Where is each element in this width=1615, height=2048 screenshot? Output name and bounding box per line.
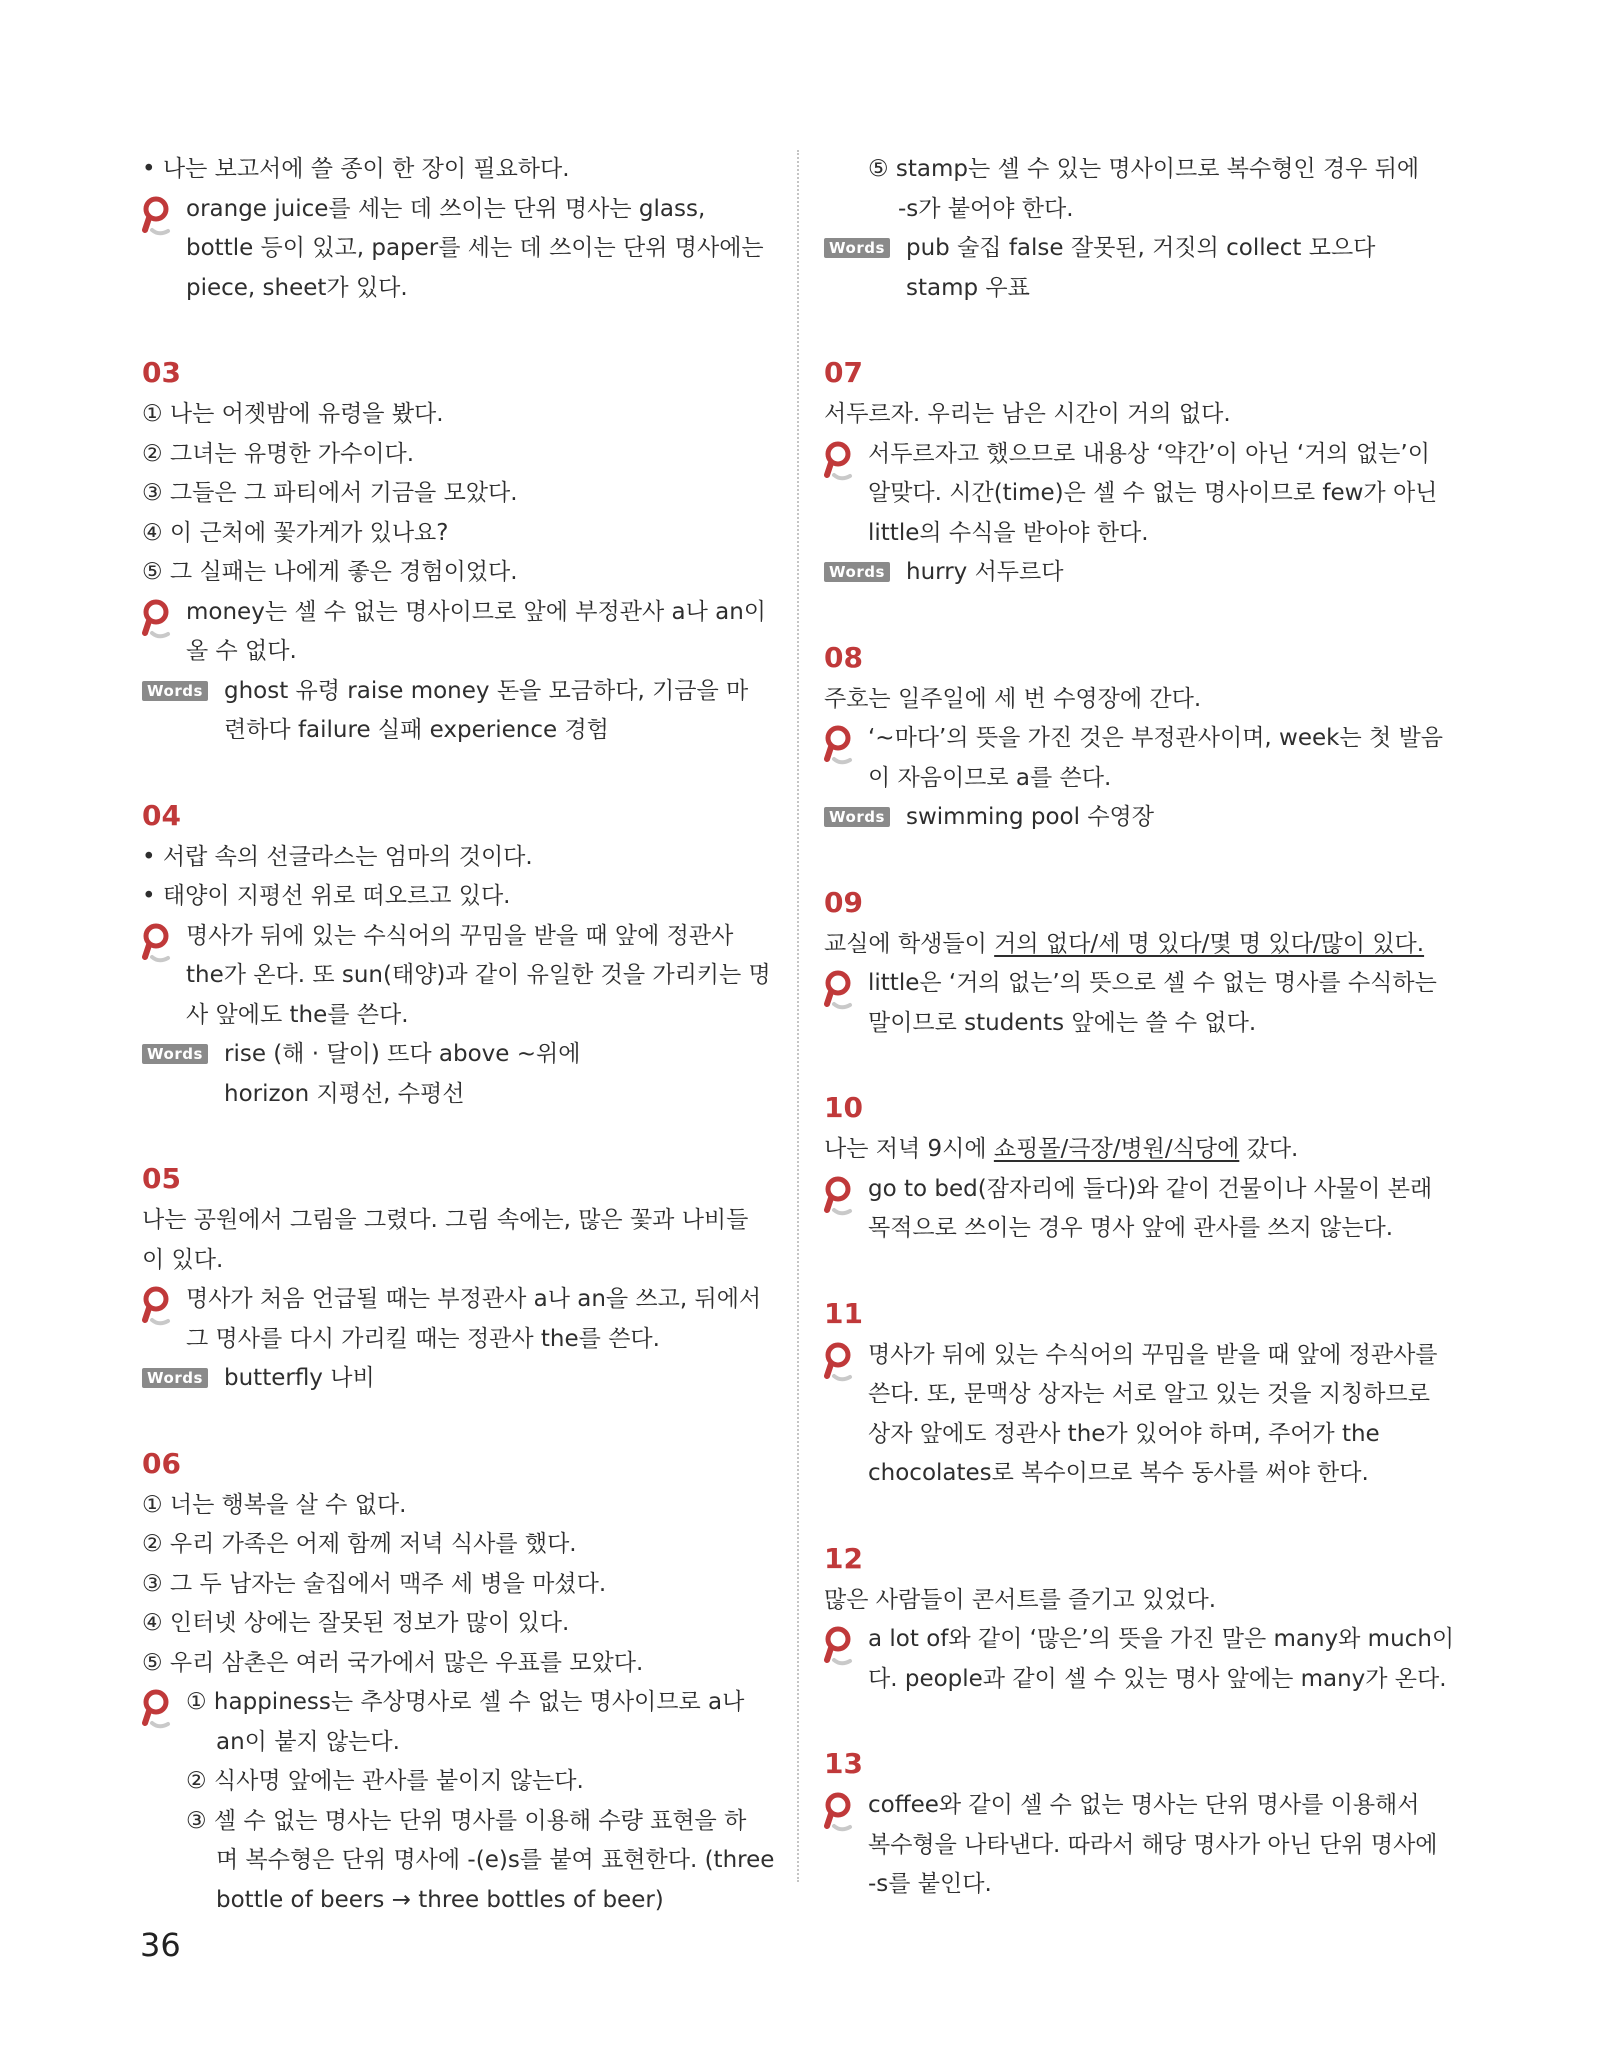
magnifier-hint-icon [824,1792,856,1836]
magnifier-hint-icon [824,1626,856,1670]
hint-block [824,1170,1456,1249]
magnifier-hint-icon [142,923,174,967]
hint-line: money는 셀 수 없는 명사이므로 앞에 부정관사 a나 an이 [186,598,766,625]
answer-item: 이 있다. [142,1246,224,1273]
left-column [142,150,774,1965]
magnifier-hint-icon [824,1342,856,1386]
words-badge: Words [142,681,208,701]
magnifier-hint-icon [142,196,174,240]
words-line: butterfly 나비 [224,1365,375,1391]
section-number: 05 [142,1162,181,1195]
hint-line: piece, sheet가 있다. [186,274,408,301]
hint-line: go to bed(잠자리에 들다)와 같이 건물이나 사물이 본래 [868,1175,1433,1202]
hint-line: little의 수식을 받아야 한다. [868,519,1149,546]
answer-item [824,925,1456,965]
hint-block [142,917,774,1036]
section-number: 11 [824,1296,863,1330]
section-number: 12 [824,1541,863,1575]
words-line: hurry 서두르다 [906,559,1064,585]
bullet-sentence: • 나는 보고서에 쓸 종이 한 장이 필요하다. [142,156,570,182]
magnifier-hint-icon [824,725,856,769]
section-number: 06 [142,1446,181,1480]
hint-block [824,435,1456,554]
section-number: 07 [824,356,863,389]
answer-item: ② 우리 가족은 어제 함께 저녁 식사를 했다. [142,1531,577,1557]
hint-block [824,1336,1456,1494]
hint-line: coffee와 같이 셀 수 없는 명사는 단위 명사를 이용해서 [868,1792,1420,1818]
section-10 [824,1088,1456,1249]
hint-line: 그 명사를 다시 가리킬 때는 정관사 the를 쓴다. [186,1325,660,1352]
hint-line: 말이므로 students 앞에는 쓸 수 없다. [868,1009,1257,1036]
section-07 [824,353,1456,593]
hint-line: 서두르자고 했으므로 내용상 ‘약간’이 아닌 ‘거의 없는’이 [868,440,1430,467]
answer-text: 교실에 학생들이 [824,930,995,957]
section-08 [824,638,1456,838]
hint-block [142,593,774,672]
hint-line: 명사가 처음 언급될 때는 부정관사 a나 an을 쓰고, 뒤에서 [186,1286,762,1312]
words-badge: Words [142,1368,208,1388]
magnifier-hint-icon [142,1286,174,1330]
section-02-continued [142,150,774,308]
answer-item: 나는 공원에서 그림을 그렸다. 그림 속에는, 많은 꽃과 나비들 [142,1207,749,1233]
answer-item: ③ 그 두 남자는 술집에서 맥주 세 병을 마셨다. [142,1570,607,1597]
words-block [824,229,1456,308]
hint-line: an이 붙지 않는다. [216,1728,400,1755]
underlined-options: 쇼핑몰/극장/병원/식당에 [993,1136,1240,1162]
section-number: 13 [824,1747,863,1780]
section-number: 03 [142,356,181,389]
hint-block [824,964,1456,1043]
section-12 [824,1539,1456,1700]
underlined-options: 거의 없다/세 명 있다/몇 명 있다/많이 있다. [994,930,1425,957]
magnifier-hint-icon [142,1689,174,1733]
words-block [142,1035,774,1114]
section-06 [142,1444,774,1921]
words-block [142,672,774,751]
hint-line: chocolates로 복수이므로 복수 동사를 써야 한다. [868,1460,1369,1486]
hint-line: -s가 붙어야 한다. [898,195,1074,222]
section-06-continued [824,150,1456,308]
answer-item: 주호는 일주일에 세 번 수영장에 간다. [824,685,1202,712]
words-block [824,798,1456,838]
hint-block [142,190,774,309]
words-block [824,553,1456,593]
right-column [824,150,1456,1950]
section-05 [142,1159,774,1399]
section-number: 10 [824,1091,863,1124]
answer-item: ① 나는 어젯밤에 유령을 봤다. [142,401,444,427]
hint-line: 목적으로 쓰이는 경우 명사 앞에 관사를 쓰지 않는다. [868,1215,1394,1241]
hint-line: 사 앞에도 the를 쓴다. [186,1001,409,1028]
answer-item: ⑤ 그 실패는 나에게 좋은 경험이었다. [142,559,518,585]
hint-block [142,1683,774,1920]
section-03 [142,353,774,751]
hint-block [824,1620,1456,1699]
hint-line: 상자 앞에도 정관사 the가 있어야 하며, 주어가 the [868,1420,1380,1447]
words-line: pub 술집 false 잘못된, 거짓의 collect 모으다 [906,235,1376,261]
hint-line: orange juice를 세는 데 쓰이는 단위 명사는 glass, [186,195,706,222]
words-line: 련하다 failure 실패 experience 경험 [224,717,609,743]
hint-line: bottle 등이 있고, paper를 세는 데 쓰이는 단위 명사에는 [186,235,764,261]
hint-line: little은 ‘거의 없는’의 뜻으로 셀 수 없는 명사를 수식하는 [868,970,1437,996]
words-line: stamp 우표 [906,274,1030,301]
words-badge: Words [824,562,890,582]
answer-item [824,1130,1456,1170]
answer-item: ③ 그들은 그 파티에서 기금을 모았다. [142,480,518,506]
words-block [142,1359,774,1399]
hint-line: the가 온다. 또 sun(태양)과 같이 유일한 것을 가리키는 명 [186,962,771,988]
words-line: ghost 유령 raise money 돈을 모금하다, 기금을 마 [224,677,749,704]
hint-line: 알맞다. 시간(time)은 셀 수 없는 명사이므로 few가 아닌 [868,480,1438,506]
hint-line: ② 식사명 앞에는 관사를 붙이지 않는다. [186,1768,584,1794]
hint-line: 다. people과 같이 셀 수 있는 명사 앞에는 many가 온다. [868,1665,1447,1692]
hint-line: 며 복수형은 단위 명사에 -(e)s를 붙여 표현한다. (three [216,1847,775,1873]
hint-line: a lot of와 같이 ‘많은’의 뜻을 가진 말은 many와 much이 [868,1626,1455,1652]
answer-item: ⑤ 우리 삼촌은 여러 국가에서 많은 우표를 모았다. [142,1649,644,1676]
magnifier-hint-icon [824,970,856,1014]
hint-block [824,719,1456,798]
hint-line: ③ 셀 수 없는 명사는 단위 명사를 이용해 수량 표현을 하 [186,1807,747,1834]
page-number: 36 [140,1926,181,1964]
section-number: 04 [142,798,181,832]
answer-text: 나는 저녁 9시에 [824,1136,994,1162]
hint-line: ⑤ stamp는 셀 수 있는 명사이므로 복수형인 경우 뒤에 [868,156,1420,182]
answer-item: 많은 사람들이 콘서트를 즐기고 있었다. [824,1586,1217,1613]
answer-item: ② 그녀는 유명한 가수이다. [142,440,415,467]
hint-block [142,1280,774,1359]
answer-item: ④ 이 근처에 꽃가게가 있나요? [142,519,449,546]
hint-block [824,1786,1456,1905]
words-badge: Words [824,807,890,827]
hint-line: bottle of beers → three bottles of beer) [216,1886,664,1913]
magnifier-hint-icon [824,1176,856,1220]
words-line: swimming pool 수영장 [906,804,1154,830]
magnifier-hint-icon [142,599,174,643]
magnifier-hint-icon [824,441,856,485]
hint-line: 올 수 없다. [186,638,297,664]
section-09 [824,883,1456,1044]
section-number: 08 [824,640,863,674]
section-04 [142,796,774,1115]
hint-line: ① happiness는 추상명사로 셀 수 없는 명사이므로 a나 [186,1689,745,1715]
answer-item: ④ 인터넷 상에는 잘못된 정보가 많이 있다. [142,1610,570,1636]
answer-item: • 서랍 속의 선글라스는 엄마의 것이다. [142,843,533,870]
words-line: rise (해 · 달이) 뜨다 above ~위에 [224,1041,581,1067]
section-number: 09 [824,885,863,919]
section-13 [824,1744,1456,1905]
words-badge: Words [824,238,890,258]
hint-line: 복수형을 나타낸다. 따라서 해당 명사가 아닌 단위 명사에 [868,1831,1438,1858]
section-11 [824,1294,1456,1494]
words-line: horizon 지평선, 수평선 [224,1080,465,1107]
hint-line: -s를 붙인다. [868,1871,992,1897]
answer-item: ① 너는 행복을 살 수 없다. [142,1491,407,1518]
words-badge: Words [142,1044,208,1064]
hint-line: 명사가 뒤에 있는 수식어의 꾸밈을 받을 때 앞에 정관사를 [868,1341,1438,1368]
answer-text: 갔다. [1239,1136,1299,1162]
answer-item: • 태양이 지평선 위로 떠오르고 있다. [142,883,511,909]
hint-line: 이 자음이므로 a를 쓴다. [868,764,1112,791]
hint-line: 명사가 뒤에 있는 수식어의 꾸밈을 받을 때 앞에 정관사 [186,922,734,949]
hint-line: ‘~마다’의 뜻을 가진 것은 부정관사이며, week는 첫 발음 [868,725,1443,751]
answer-item: 서두르자. 우리는 남은 시간이 거의 없다. [824,401,1231,427]
column-divider [797,150,799,1882]
hint-line: 쓴다. 또, 문맥상 상자는 서로 알고 있는 것을 지칭하므로 [868,1381,1430,1407]
